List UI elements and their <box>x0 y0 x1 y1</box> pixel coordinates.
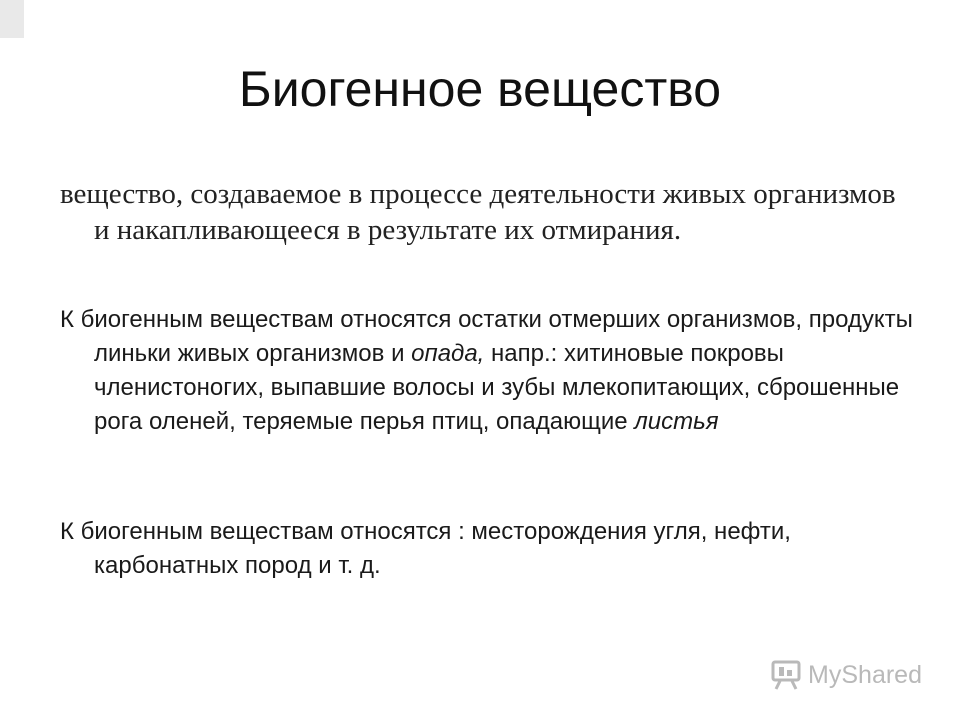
examples-text-2: напр.: хитиновые покровы членистоногих, выпавшие волосы и зубы млекопитающих, сброшенные рога оленей, теряемые перья птиц, опадающие <box>94 340 900 435</box>
examples-italic-2: листья <box>634 408 719 435</box>
examples-italic-1: опада, <box>411 340 485 367</box>
watermark-text: MyShared <box>808 660 922 689</box>
deposits-paragraph: К биогенным веществам относятся : месторождения угля, нефти, карбонатных пород и т. д. <box>60 518 791 579</box>
corner-mark <box>0 0 24 38</box>
examples-paragraph <box>60 303 914 439</box>
examples-text-1: К биогенным веществам относятся остатки отмерших организмов, продукты линьки живых организмов и <box>60 306 913 367</box>
watermark-logo <box>770 660 922 690</box>
definition-paragraph: вещество, создаваемое в процессе деятельности живых организмов и накапливающееся в результате их отмирания. <box>60 178 896 246</box>
presentation-board-icon <box>770 660 802 690</box>
slide-title: Биогенное вещество <box>238 61 722 117</box>
